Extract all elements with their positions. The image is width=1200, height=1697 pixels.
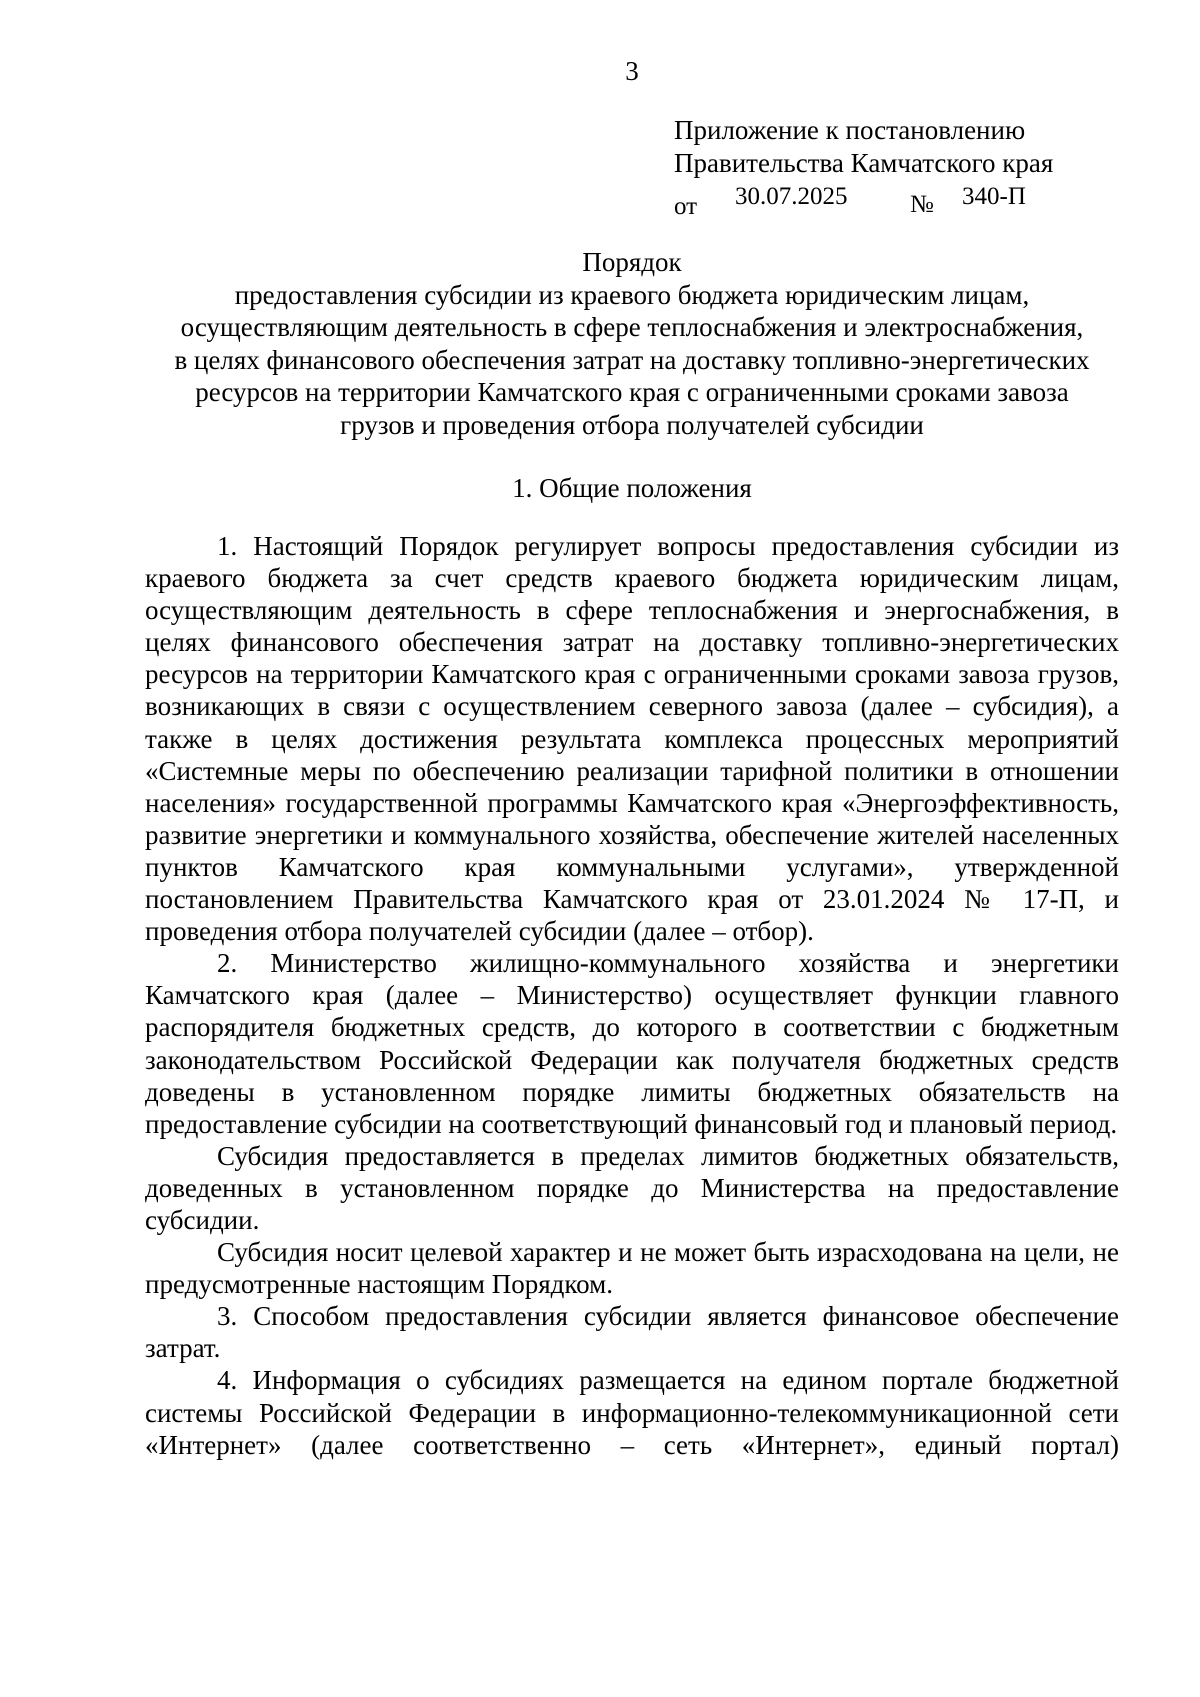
appendix-line-1: Приложение к постановлению xyxy=(674,115,1026,145)
order-date: 30.07.2025 xyxy=(735,183,848,210)
paragraph-1: 1. Настоящий Порядок регулирует вопросы предоставления субсидии из краевого бюджета за счет средств краевого бюджета юридическим лицам, осуществляющим деятельность в сфере теплоснабжения и энергоснабжения, в целях финансового обеспечения затрат на доставку топливно-энергетических ресурсов на территории Камчатского края с ограниченными сроками завоза грузов, возникающих в связи с осуществлением северного завоза (далее – субсидия), а также в целях достижения результата комплекса процессных мероприятий «Системные меры по обеспечению реализации тарифной политики в отношении населения» государственной программы Камчатского края «Энергоэффективность, развитие энергетики и коммунального хозяйства, обеспечение жителей населенных пунктов Камчатского края коммунальными услугами», утвержденной постановлением Правительства Камчатского края от 23.01.2024 № 17-П, и проведения отбора получателей субсидии (далее – отбор). xyxy=(145,531,1119,947)
paragraph-3: Субсидия предоставляется в пределах лимитов бюджетных обязательств, доведенных в установленном порядке до Министерства на предоставление субсидии. xyxy=(145,1140,1119,1235)
title-line-4: в целях финансового обеспечения затрат на доставку топливно-энергетических xyxy=(174,344,1090,375)
title-line-2: предоставления субсидии из краевого бюджета юридическим лицам, xyxy=(234,279,1030,310)
title-line-3: осуществляющим деятельность в сфере теплоснабжения и электроснабжения, xyxy=(180,312,1084,342)
page-number: 3 xyxy=(625,56,639,86)
appendix-line-2: Правительства Камчатского края xyxy=(674,148,1054,178)
paragraph-5: 3. Способом предоставления субсидии является финансовое обеспечение затрат. xyxy=(145,1301,1119,1364)
paragraph-2: 2. Министерство жилищно-коммунального хозяйства и энергетики Камчатского края (далее – Министерство) осуществляет функции главного распорядителя бюджетных средств, до которого в соответствии с бюджетным законодательством Российской Федерации как получателя бюджетных средств доведены в установленном порядке лимиты бюджетных обязательств на предоставление субсидии на соответствующий финансовый год и плановый период. xyxy=(145,948,1119,1139)
from-label: от xyxy=(674,193,698,220)
appendix-block xyxy=(674,114,1054,220)
order-date-number-row xyxy=(674,180,1053,220)
title-line-5: ресурсов на территории Камчатского края с ограниченными сроками завоза xyxy=(195,377,1069,407)
number-sign: № xyxy=(910,191,934,218)
order-number: 340-П xyxy=(962,183,1026,210)
document-body xyxy=(145,530,1119,1461)
title-line-1: Порядок xyxy=(582,247,682,277)
section-heading: 1. Общие положения xyxy=(512,473,752,503)
title-line-6: грузов и проведения отбора получателей субсидии xyxy=(340,409,924,440)
document-title xyxy=(145,246,1119,441)
paragraph-6: 4. Информация о субсидиях размещается на едином портале бюджетной системы Российской Федерации в информационно-телекоммуникационной сети «Интернет» (далее соответственно – сеть «Интернет», единый портал) xyxy=(145,1365,1119,1460)
paragraph-4: Субсидия носит целевой характер и не может быть израсходована на цели, не предусмотренные настоящим Порядком. xyxy=(145,1237,1119,1300)
